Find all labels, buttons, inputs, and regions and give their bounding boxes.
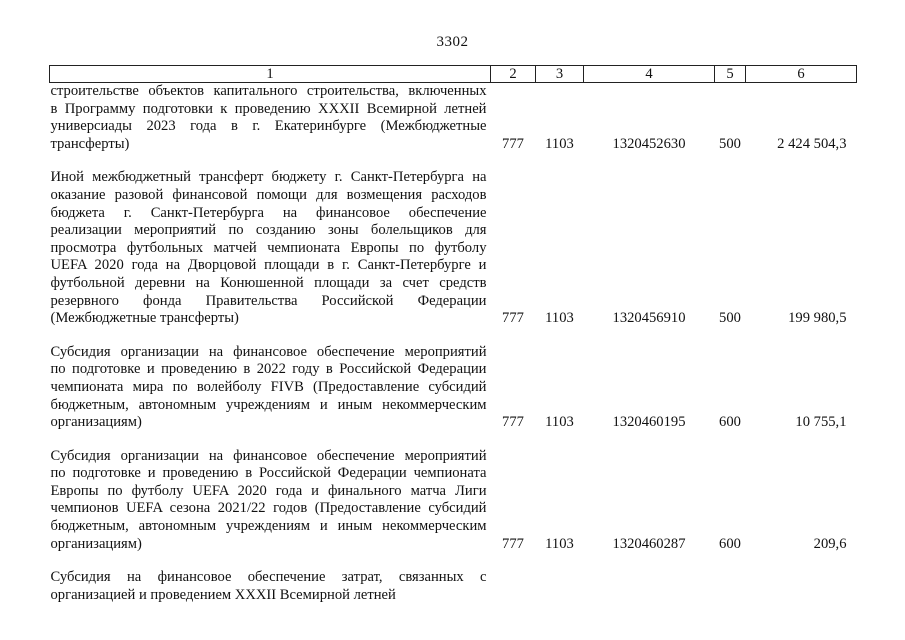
header-col-6: 6 <box>746 66 857 83</box>
description-line: Субсидия организации на финансовое обеспечение мероприятий <box>50 343 487 360</box>
table-row <box>50 344 857 432</box>
row-section-code: 1103 <box>545 310 574 327</box>
row-target-article: 1320460195 <box>612 414 686 431</box>
description-line: UEFA 2020 года на Дворцовой площади в г. Санкт-Петербурге и <box>50 257 487 274</box>
row-description <box>50 344 491 432</box>
description-line: универсиады 2023 года в г. Екатеринбурге (Межбюджетные <box>50 118 487 135</box>
header-row <box>50 66 857 83</box>
row-amount: 2 424 504,3 <box>777 135 847 152</box>
description-line: по подготовке и проведению в 2022 году в Российской Федерации <box>50 361 487 378</box>
row-spacer <box>50 432 857 448</box>
description-line: резервного фонда Правительства Российской Федерации <box>50 292 487 309</box>
row-expense-type: 600 <box>719 414 741 431</box>
header-col-3: 3 <box>536 66 584 83</box>
row-amount: 199 980,5 <box>788 310 847 327</box>
budget-table <box>49 65 857 604</box>
row-spacer <box>50 553 857 569</box>
table-row <box>50 448 857 554</box>
row-expense-type: 600 <box>719 535 741 552</box>
row-spacer-cell <box>50 328 857 344</box>
header-col-1: 1 <box>50 66 491 83</box>
header-col-2: 2 <box>491 66 536 83</box>
description-line: чемпионов UEFA сезона 2021/22 годов (Предоставление субсидий <box>50 500 487 517</box>
description-line: Иной межбюджетный трансферт бюджету г. Санкт-Петербурга на <box>50 169 487 186</box>
description-line: организациям) <box>50 535 142 552</box>
row-spacer-cell <box>50 553 857 569</box>
description-line: бюджетным, автономным учреждениям и иным некоммерческим <box>50 518 487 535</box>
description-line: Субсидия на финансовое обеспечение затрат, связанных с <box>50 569 487 586</box>
row-spacer <box>50 328 857 344</box>
description-line: организацией и проведением XXXII Всемирной летней <box>50 586 396 603</box>
description-line: (Межбюджетные трансферты) <box>50 310 239 327</box>
row-expense-type: 500 <box>719 310 741 327</box>
description-line: Субсидия организации на финансовое обеспечение мероприятий <box>50 447 487 464</box>
row-target-article: 1320452630 <box>612 135 686 152</box>
row-expense-type <box>715 569 746 604</box>
page-number: 3302 <box>436 34 469 50</box>
description-line: реализации мероприятий по созданию зоны болельщиков для <box>50 222 487 239</box>
description-line: организациям) <box>50 414 142 431</box>
description-line: просмотра футбольных матчей чемпионата Европы по футболу <box>50 239 487 256</box>
row-spacer <box>50 153 857 169</box>
description-line: оказание разовой финансовой помощи для возмещения расходов <box>50 186 487 203</box>
row-ministry-code: 777 <box>502 135 524 152</box>
description-line: трансферты) <box>50 135 130 152</box>
row-ministry-code: 777 <box>502 535 524 552</box>
row-amount <box>746 569 857 604</box>
row-spacer-cell <box>50 432 857 448</box>
row-ministry-code: 777 <box>502 414 524 431</box>
row-target-article <box>584 569 715 604</box>
header-col-4: 4 <box>584 66 715 83</box>
row-target-article: 1320460287 <box>612 535 686 552</box>
row-ministry-code <box>491 569 536 604</box>
row-section-code: 1103 <box>545 414 574 431</box>
row-amount: 209,6 <box>813 535 847 552</box>
row-description <box>50 83 491 154</box>
description-line: чемпионата мира по волейболу FIVB (Предоставление субсидий <box>50 378 487 395</box>
row-amount: 10 755,1 <box>795 414 847 431</box>
description-line: Европы по футболу UEFA 2020 года и финального матча Лиги <box>50 482 487 499</box>
row-description <box>50 169 491 327</box>
description-line: по подготовке и проведению в Российской Федерации чемпионата <box>50 465 487 482</box>
row-target-article: 1320456910 <box>612 310 686 327</box>
table-body <box>50 83 857 605</box>
row-section-code <box>536 569 584 604</box>
description-line: бюджета г. Санкт-Петербурга на финансовое обеспечение <box>50 204 487 221</box>
description-line: футбольной деревни на Конюшенной площади за счет средств <box>50 274 487 291</box>
row-description <box>50 448 491 554</box>
row-ministry-code: 777 <box>502 310 524 327</box>
table-row <box>50 569 857 604</box>
description-line: строительстве объектов капитального строительства, включенных <box>50 83 487 99</box>
table-row <box>50 169 857 327</box>
row-expense-type: 500 <box>719 135 741 152</box>
table-row <box>50 83 857 154</box>
row-description <box>50 569 491 604</box>
row-spacer-cell <box>50 153 857 169</box>
description-line: бюджетным, автономным учреждениям и иным некоммерческим <box>50 396 487 413</box>
description-line: в Программу подготовки к проведению XXXII Всемирной летней <box>50 100 487 117</box>
header-col-5: 5 <box>715 66 746 83</box>
row-section-code: 1103 <box>545 135 574 152</box>
row-section-code: 1103 <box>545 535 574 552</box>
